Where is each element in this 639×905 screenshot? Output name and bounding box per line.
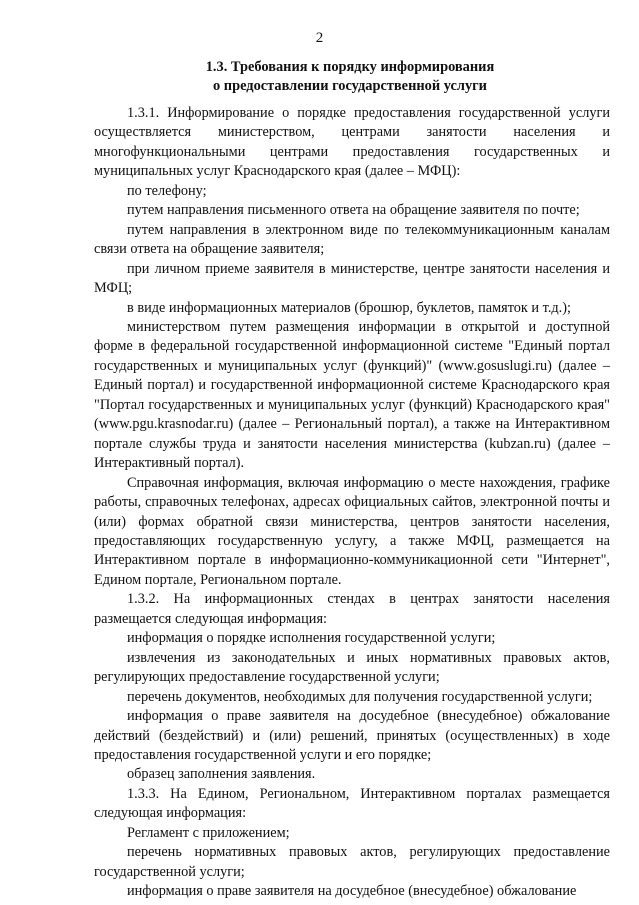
list-item-mail: путем направления письменного ответа на обращение заявителя по почте; [127,202,580,219]
list-item-electronic: путем направления в электронном виде по телекоммуникационным каналам связи ответа на обращение заявителя; [94,221,610,258]
list-item-appeal-info: информация о праве заявителя на досудебное (внесудебное) обжалование [127,883,577,900]
list-item-portals: министерством путем размещения информации в открытой и доступной форме в федеральной государственной информационной системе "Единый портал государственных и муниципальных услуг (функций)" (www.gosuslugi.ru) (далее – Единый портал) и государственной информационной системе Краснодарского края "Портал государственных и муниципальных услуг (функций) Краснодарского края" (www.pgu.krasnodar.ru) (далее – Региональный портал), а также на Интерактивном портале службы труда и занятости населения министерства (kubzan.ru) (далее – Интерактивный портал). [94,318,610,472]
paragraph-1-3-2: 1.3.2. На информационных стендах в центрах занятости населения размещается следующая информация: [94,591,610,627]
section-title-line-1: 1.3. Требования к порядку информирования [205,59,495,75]
list-item-extracts: извлечения из законодательных и иных нормативных правовых актов, регулирующих предоставление государственной услуги; [94,649,610,686]
section-title-line-2: о предоставлении государственной услуги [213,78,487,94]
list-item-materials: в виде информационных материалов (брошюр, буклетов, памяток и т.д.); [127,299,571,316]
list-item-legal-acts: перечень нормативных правовых актов, регулирующих предоставление государственной услуги; [94,844,610,880]
paragraph-1-3-3: 1.3.3. На Едином, Региональном, Интерактивном порталах размещается следующая информация: [94,785,610,822]
paragraph-1-3-1: 1.3.1. Информирование о порядке предоставления государственной услуги осуществляется министерством, центрами занятости населения и многофункциональными центрами предоставления государственных и муниципальных услуг Краснодарского края (далее – МФЦ): [94,105,610,180]
list-item-phone: по телефону; [127,182,207,199]
list-item-appeal-right: информация о праве заявителя на досудебное (внесудебное) обжалование действий (бездействий) и (или) решений, принятых (осуществленных) в ходе предоставления государственной услуги и его порядке; [94,708,610,763]
list-item-regulation: Регламент с приложением; [127,824,290,841]
document-body [94,104,610,902]
section-title [110,58,590,96]
list-item-procedure: информация о порядке исполнения государственной услуги; [127,630,496,647]
list-item-documents: перечень документов, необходимых для получения государственной услуги; [127,688,593,705]
list-item-sample: образец заполнения заявления. [127,766,316,783]
paragraph-reference-info: Справочная информация, включая информацию о месте нахождения, графике работы, справочных телефонах, адресах официальных сайтов, электронной почты и (или) формах обратной связи министерства, центров занятости населения, предоставляющих государственную услугу, а также МФЦ, размещается на Интерактивном портале в информационно-коммуникационной сети "Интернет", Едином портале, Региональном портале. [94,474,610,588]
list-item-personal: при личном приеме заявителя в министерстве, центре занятости населения и МФЦ; [94,260,610,297]
page-number: 2 [315,30,324,46]
